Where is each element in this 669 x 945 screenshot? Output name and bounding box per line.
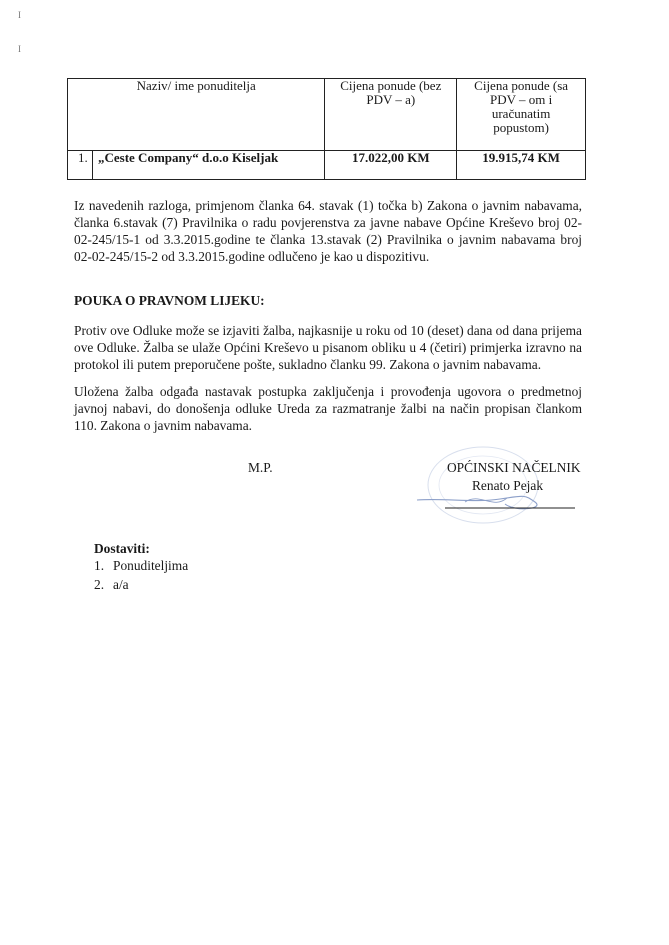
offers-table (67, 78, 586, 180)
price-no-vat: 17.022,00 KM (325, 151, 457, 180)
header-price-no-vat: Cijena ponude (bez PDV – a) (325, 79, 457, 151)
bidder-name: „Ceste Company“ d.o.o Kiseljak (92, 151, 324, 180)
header-price-with-vat: Cijena ponude (sa PDV – om i uračunatim popustom) (457, 79, 586, 151)
signatory-title: OPĆINSKI NAČELNIK (447, 460, 581, 475)
appeal-effect-paragraph: Uložena žalba odgađa nastavak postupka zaključenja i provođenja ugovora o predmetnoj javnoj nabavi, do donošenja odluke Ureda za razmatranje žalbi na način propisan člankom 110. Zakona o javnim nabavama. (74, 384, 582, 433)
legal-remedy-heading: POUKA O PRAVNOM LIJEKU: (74, 293, 265, 308)
list-item-text: Ponuditeljima (113, 558, 189, 573)
signatory-name: Renato Pejak (472, 478, 544, 493)
row-number: 1. (68, 151, 93, 180)
list-item-number: 2. (94, 577, 105, 592)
appeal-paragraph: Protiv ove Odluke može se izjaviti žalba, najkasnije u roku od 10 (deset) dana od dana prijema ove Odluke. Žalba se ulaže Općini Kreševo u pisanom obliku u 4 (četiri) primjerka izravno na protokol ili putem preporučene pošte, sukladno članku 99. Zakona o javnim nabavama. (74, 323, 582, 372)
seal-placeholder: M.P. (248, 460, 273, 475)
table-header-row (68, 79, 586, 151)
table-row (68, 151, 586, 180)
delivery-list (94, 556, 188, 594)
list-item-text: a/a (113, 577, 129, 592)
margin-mark: I (18, 10, 21, 20)
delivery-heading: Dostaviti: (94, 541, 150, 556)
decision-rationale-paragraph: Iz navedenih razloga, primjenom članka 64. stavak (1) točka b) Zakona o javnim nabavama, članka 6.stavak (7) Pravilnika o radu povjerenstva za javne nabave Općine Kreševo broj 02-02-245/15-1 od 3.3.2015.godine te članka 13.stavak (2) Pravilnika o javnim nabavama broj 02-02-245/15-2 od 3.3.2015.godine odlučeno je kao u dispozitivu. (74, 198, 582, 264)
margin-mark: I (18, 44, 21, 54)
list-item (94, 556, 188, 575)
price-with-vat: 19.915,74 KM (457, 151, 586, 180)
list-item-number: 1. (94, 558, 105, 573)
header-bidder-name: Naziv/ ime ponuditelja (68, 79, 325, 151)
list-item (94, 575, 188, 594)
